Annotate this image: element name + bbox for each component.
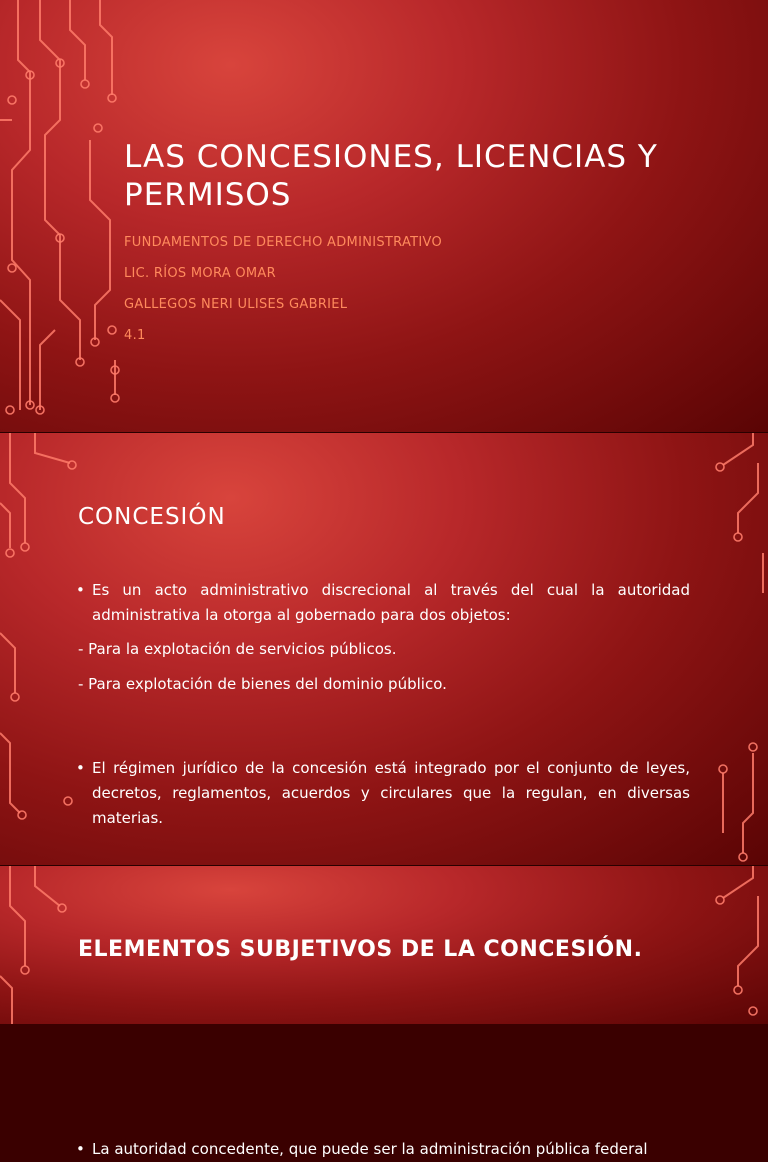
legal-regime-bullet: • El régimen jurídico de la concesión está integrado por el conjunto de leyes, decretos, reglamentos, acuerdos y circulares que la regulan, en diversas materias. (78, 756, 690, 831)
slide-title: LAS CONCESIONES, LICENCIAS Y PERMISOS (124, 139, 658, 213)
title-slide (0, 0, 768, 432)
slide-title: CONCESIÓN (78, 504, 226, 530)
definition-bullet: • Es un acto administrativo discrecional al través del cual la autoridad administrativa la otorga al gobernado para dos objetos: (78, 578, 690, 628)
unit-number: 4.1 (124, 328, 146, 343)
slide-title: ELEMENTOS SUBJETIVOS DE LA CONCESIÓN. (78, 937, 643, 962)
course-name: FUNDAMENTOS DE DERECHO ADMINISTRATIVO (124, 235, 443, 250)
professor-name: LIC. RÍOS MORA OMAR (124, 266, 276, 281)
partial-bullet: • La autoridad concedente, que puede ser la administración pública federal (78, 1137, 690, 1162)
circuit-right-icon (698, 433, 768, 865)
list-item: - Para explotación de bienes del dominio público. (78, 675, 447, 693)
student-name: GALLEGOS NERI ULISES GABRIEL (124, 297, 348, 312)
circuit-left-icon (0, 866, 80, 1024)
circuit-left-icon (0, 433, 80, 865)
list-item: - Para la explotación de servicios públicos. (78, 640, 397, 658)
circuit-decoration-icon (0, 0, 130, 432)
circuit-right-icon (698, 866, 768, 1024)
